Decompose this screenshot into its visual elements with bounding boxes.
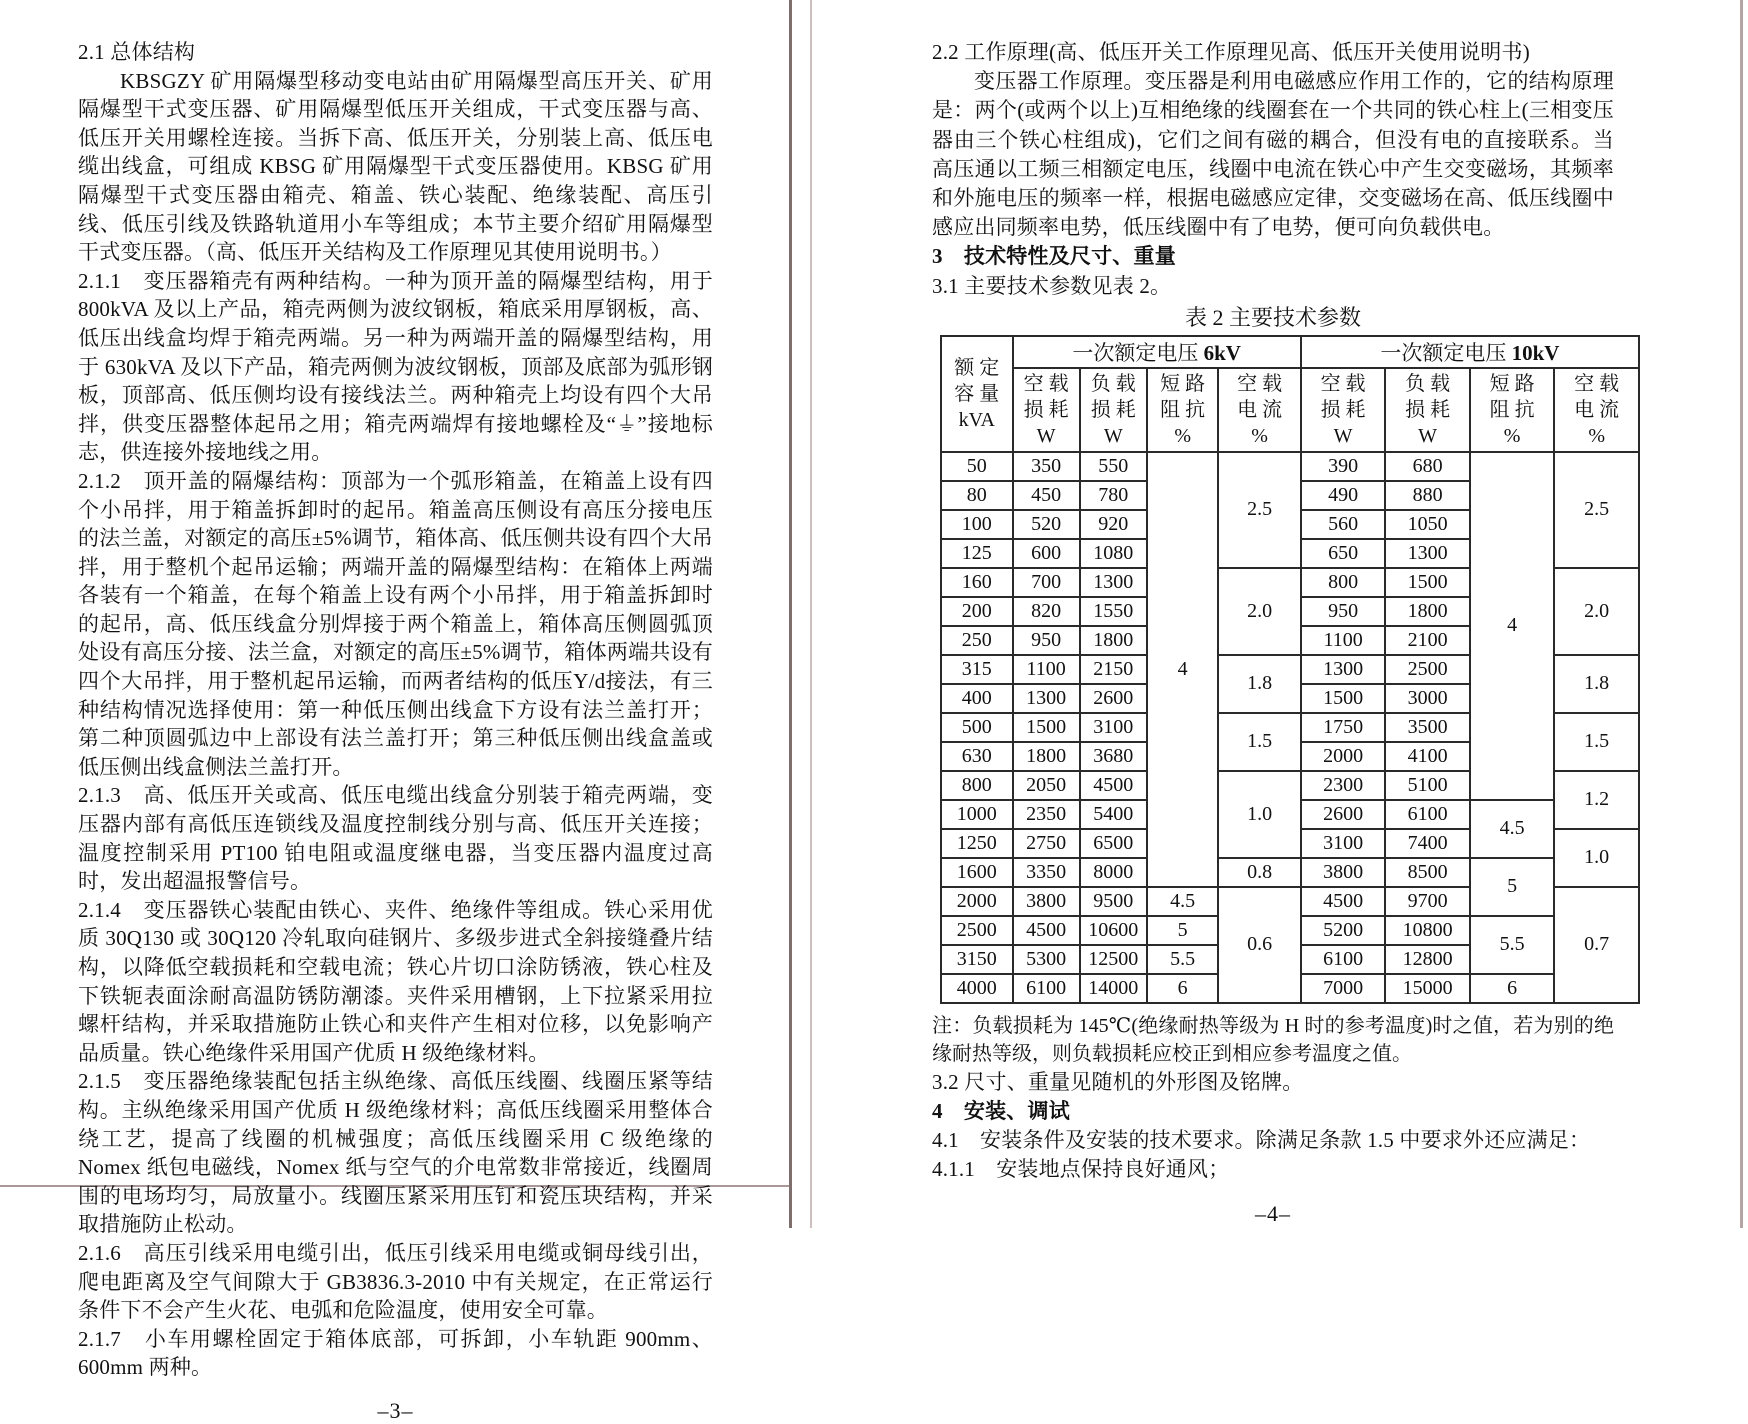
section-4-heading: 4 安装、调试	[932, 1099, 1070, 1124]
cell-impedance-10kv: 5.5	[1470, 916, 1555, 974]
cell-load-loss-6kv: 1300	[1080, 568, 1147, 597]
cell-noload-current-10kv: 2.0	[1554, 568, 1639, 655]
cell-load-loss-10kv: 9700	[1385, 887, 1470, 916]
paragraph: 2.1.3 高、低压开关或高、低压电缆出线盒分别装于箱壳两端，变压器内部有高低压连锁线及温度控制线分别与高、低压开关连接；温度控制采用 PT100 铂电阻或温度继电器，当变压器内温度过高时，发出超温报警信号。	[78, 783, 713, 894]
section-4-1: 4.1 安装条件及安装的技术要求。除满足条款 1.5 中要求外还应满足：	[932, 1128, 1591, 1153]
cell-noload-loss-6kv: 3800	[1013, 887, 1080, 916]
cell-load-loss-6kv: 8000	[1080, 858, 1147, 887]
cell-capacity: 125	[941, 539, 1013, 568]
cell-load-loss-6kv: 780	[1080, 481, 1147, 510]
cell-noload-loss-6kv: 5300	[1013, 945, 1080, 974]
cell-noload-loss-6kv: 3350	[1013, 858, 1080, 887]
cell-noload-loss-6kv: 700	[1013, 568, 1080, 597]
cell-load-loss-6kv: 550	[1080, 452, 1147, 481]
header-sub: 短 路 阻 抗 %	[1470, 368, 1555, 452]
cell-load-loss-6kv: 5400	[1080, 800, 1147, 829]
paragraph: KBSGZY 矿用隔爆型移动变电站由矿用隔爆型高压开关、矿用隔爆型干式变压器、矿用隔爆型低压开关组成，干式变压器与高、低压开关用螺栓连接。当拆下高、低压开关，分别装上高、低压电缆出线盒，可组成 KBSG 矿用隔爆型干式变压器使用。KBSG 矿用隔爆型干式变压器由箱壳、箱盖、铁心装配、绝缘装配、高压引线、低压引线及铁路轨道用小车等组成；本节主要介绍矿用隔爆型干式变压器。（高、低压开关结构及工作原理见其使用说明书。）	[78, 68, 713, 265]
cell-load-loss-6kv: 1800	[1080, 626, 1147, 655]
cell-noload-loss-6kv: 1500	[1013, 713, 1080, 742]
cell-impedance-10kv: 4.5	[1470, 800, 1555, 858]
section-4-1-1: 4.1.1 安装地点保持良好通风；	[932, 1157, 1230, 1182]
header-voltage-group-10kv: 一次额定电压 10kV	[1301, 336, 1639, 368]
cell-load-loss-10kv: 7400	[1385, 829, 1470, 858]
cell-impedance-6kv: 4	[1147, 452, 1219, 887]
table-row	[941, 452, 1639, 481]
cell-load-loss-10kv: 6100	[1385, 800, 1470, 829]
cell-load-loss-10kv: 3000	[1385, 684, 1470, 713]
cell-noload-loss-6kv: 1800	[1013, 742, 1080, 771]
tech-params-table	[940, 335, 1640, 1004]
cell-capacity: 1600	[941, 858, 1013, 887]
cell-noload-current-10kv: 1.0	[1554, 829, 1639, 887]
cell-noload-loss-6kv: 450	[1013, 481, 1080, 510]
cell-capacity: 2000	[941, 887, 1013, 916]
cell-load-loss-10kv: 1050	[1385, 510, 1470, 539]
cell-load-loss-10kv: 1500	[1385, 568, 1470, 597]
cell-noload-loss-6kv: 520	[1013, 510, 1080, 539]
section-3-1: 3.1 主要技术参数见表 2。	[932, 273, 1172, 298]
cell-load-loss-10kv: 680	[1385, 452, 1470, 481]
cell-noload-loss-6kv: 2750	[1013, 829, 1080, 858]
cell-noload-loss-10kv: 6100	[1301, 945, 1386, 974]
cell-load-loss-6kv: 2150	[1080, 655, 1147, 684]
cell-load-loss-6kv: 4500	[1080, 771, 1147, 800]
cell-impedance-6kv: 5.5	[1147, 945, 1219, 974]
cell-noload-current-6kv: 2.5	[1218, 452, 1300, 568]
cell-load-loss-10kv: 1300	[1385, 539, 1470, 568]
cell-load-loss-6kv: 10600	[1080, 916, 1147, 945]
header-sub: 空 载 电 流 %	[1554, 368, 1639, 452]
cell-capacity: 100	[941, 510, 1013, 539]
cell-noload-loss-6kv: 1300	[1013, 684, 1080, 713]
cell-noload-loss-6kv: 4500	[1013, 916, 1080, 945]
cell-noload-loss-10kv: 2600	[1301, 800, 1386, 829]
cell-load-loss-10kv: 4100	[1385, 742, 1470, 771]
cell-capacity: 630	[941, 742, 1013, 771]
cell-capacity: 250	[941, 626, 1013, 655]
page-divider-line-2	[810, 0, 812, 1228]
table-note: 注：负载损耗为 145℃(绝缘耐热等级为 H 时的参考温度)时之值，若为别的绝缘耐热等级，则负载损耗应校正到相应参考温度之值。	[932, 1014, 1614, 1065]
cell-load-loss-6kv: 2600	[1080, 684, 1147, 713]
page-number-left: –3–	[377, 1397, 414, 1423]
paragraph: 2.1 总体结构	[78, 40, 196, 64]
header-rated-capacity: 额 定 容 量 kVA	[941, 336, 1013, 452]
cell-load-loss-6kv: 14000	[1080, 974, 1147, 1003]
section-2-2-body: 变压器工作原理。变压器是利用电磁感应作用工作的，它的结构原理是：两个(或两个以上)互相绝缘的线圈套在一个共同的铁心柱上(三相变压器由三个铁心柱组成)，它们之间有磁的耦合，但没有电的直接联系。当高压通以工频三相额定电压，线圈中电流在铁心中产生交变磁场，其频率和外施电压的频率一样，根据电磁感应定律，交变磁场在高、低压线圈中感应出同频率电势，低压线圈中有了电势，便可向负载供电。	[932, 69, 1614, 240]
cell-load-loss-10kv: 3500	[1385, 713, 1470, 742]
cell-load-loss-6kv: 9500	[1080, 887, 1147, 916]
right-page-edge-line	[1740, 0, 1743, 1228]
cell-capacity: 4000	[941, 974, 1013, 1003]
cell-noload-loss-6kv: 6100	[1013, 974, 1080, 1003]
header-sub: 空 载 损 耗 W	[1301, 368, 1386, 452]
cell-load-loss-10kv: 8500	[1385, 858, 1470, 887]
cell-load-loss-6kv: 3100	[1080, 713, 1147, 742]
cell-capacity: 315	[941, 655, 1013, 684]
header-voltage-group-6kv: 一次额定电压 6kV	[1013, 336, 1301, 368]
cell-noload-current-10kv: 1.8	[1554, 655, 1639, 713]
cell-noload-loss-10kv: 1300	[1301, 655, 1386, 684]
cell-load-loss-10kv: 880	[1385, 481, 1470, 510]
paragraph: 2.1.7 小车用螺栓固定于箱体底部，可拆卸，小车轨距 900mm、600mm 两种。	[78, 1326, 713, 1380]
cell-load-loss-6kv: 6500	[1080, 829, 1147, 858]
cell-noload-loss-6kv: 820	[1013, 597, 1080, 626]
cell-noload-current-6kv: 1.8	[1218, 655, 1300, 713]
cell-load-loss-10kv: 12800	[1385, 945, 1470, 974]
cell-load-loss-10kv: 15000	[1385, 974, 1470, 1003]
paragraph: 2.1.5 变压器绝缘装配包括主纵绝缘、高低压线圈、线圈压紧等结构。主纵绝缘采用国产优质 H 级绝缘材料；高低压线圈采用整体合绕工艺，提高了线圈的机械强度；高低压线圈采用 C 级绝缘的 Nomex 纸包电磁线，Nomex 纸与空气的介电常数非常接近，线圈周围的电场均匀，局放量小。线圈压紧采用压钉和瓷压块结构，并采取措施防止松动。	[78, 1069, 713, 1237]
cell-noload-loss-10kv: 800	[1301, 568, 1386, 597]
cell-capacity: 1000	[941, 800, 1013, 829]
header-sub: 负 载 损 耗 W	[1385, 368, 1470, 452]
header-sub: 空 载 电 流 %	[1218, 368, 1300, 452]
table-row	[941, 858, 1639, 887]
cell-noload-current-6kv: 2.0	[1218, 568, 1300, 655]
cell-noload-current-10kv: 2.5	[1554, 452, 1639, 568]
left-paragraphs	[78, 38, 713, 1382]
cell-noload-loss-6kv: 600	[1013, 539, 1080, 568]
cell-noload-current-6kv: 1.0	[1218, 771, 1300, 858]
cell-noload-current-10kv: 1.2	[1554, 771, 1639, 829]
cell-impedance-10kv: 5	[1470, 858, 1555, 916]
header-sub: 负 载 损 耗 W	[1080, 368, 1147, 452]
cell-noload-current-6kv: 0.6	[1218, 887, 1300, 1003]
cell-capacity: 50	[941, 452, 1013, 481]
cell-impedance-6kv: 6	[1147, 974, 1219, 1003]
section-3-2: 3.2 尺寸、重量见随机的外形图及铭牌。	[932, 1069, 1304, 1094]
cell-noload-loss-10kv: 4500	[1301, 887, 1386, 916]
header-sub: 空 载 损 耗 W	[1013, 368, 1080, 452]
cell-noload-loss-6kv: 350	[1013, 452, 1080, 481]
table-title: 表 2 主要技术参数	[1184, 304, 1361, 330]
page-left	[78, 38, 713, 1424]
section-2-2-heading: 2.2 工作原理(高、低压开关工作原理见高、低压开关使用说明书)	[932, 40, 1530, 64]
cell-impedance-6kv: 4.5	[1147, 887, 1219, 916]
cell-load-loss-10kv: 1800	[1385, 597, 1470, 626]
page-number-right: –4–	[1255, 1200, 1291, 1226]
cell-capacity: 2500	[941, 916, 1013, 945]
cell-capacity: 1250	[941, 829, 1013, 858]
cell-noload-loss-6kv: 2350	[1013, 800, 1080, 829]
cell-noload-current-10kv: 0.7	[1554, 887, 1639, 1003]
header-sub: 短 路 阻 抗 %	[1147, 368, 1219, 452]
cell-load-loss-10kv: 2100	[1385, 626, 1470, 655]
cell-noload-current-10kv: 1.5	[1554, 713, 1639, 771]
cell-noload-loss-10kv: 3100	[1301, 829, 1386, 858]
cell-capacity: 160	[941, 568, 1013, 597]
cell-noload-current-6kv: 0.8	[1218, 858, 1300, 887]
cell-impedance-6kv: 5	[1147, 916, 1219, 945]
cell-noload-loss-6kv: 950	[1013, 626, 1080, 655]
cell-noload-loss-10kv: 7000	[1301, 974, 1386, 1003]
page-divider-line	[789, 0, 792, 1228]
section-3-heading: 3 技术特性及尺寸、重量	[932, 244, 1176, 269]
cell-load-loss-6kv: 3680	[1080, 742, 1147, 771]
cell-capacity: 3150	[941, 945, 1013, 974]
cell-load-loss-10kv: 10800	[1385, 916, 1470, 945]
cell-load-loss-10kv: 5100	[1385, 771, 1470, 800]
paragraph: 2.1.6 高压引线采用电缆引出，低压引线采用电缆或铜母线引出，爬电距离及空气间隙大于 GB3836.3-2010 中有关规定，在正常运行条件下不会产生火花、电弧和危险温度，使用安全可靠。	[78, 1240, 713, 1323]
cell-noload-loss-10kv: 2000	[1301, 742, 1386, 771]
cell-noload-loss-10kv: 950	[1301, 597, 1386, 626]
cell-noload-loss-6kv: 2050	[1013, 771, 1080, 800]
cell-noload-loss-10kv: 390	[1301, 452, 1386, 481]
cell-capacity: 80	[941, 481, 1013, 510]
cell-noload-loss-10kv: 490	[1301, 481, 1386, 510]
cell-noload-loss-10kv: 2300	[1301, 771, 1386, 800]
cell-load-loss-10kv: 2500	[1385, 655, 1470, 684]
cell-load-loss-6kv: 1550	[1080, 597, 1147, 626]
cell-load-loss-6kv: 12500	[1080, 945, 1147, 974]
cell-noload-loss-10kv: 1100	[1301, 626, 1386, 655]
page-right	[932, 38, 1620, 1227]
cell-noload-loss-10kv: 1500	[1301, 684, 1386, 713]
cell-noload-loss-10kv: 5200	[1301, 916, 1386, 945]
paragraph: 2.1.2 顶开盖的隔爆结构：顶部为一个弧形箱盖，在箱盖上设有四个小吊拌，用于箱盖拆卸时的起吊。箱盖高压侧设有高压分接电压的法兰盖，对额定的高压±5%调节，箱体高、低压侧共设有四个大吊拌，用于整机个起吊运输；两端开盖的隔爆型结构：在箱体上两端各装有一个箱盖，在每个箱盖上设有两个小吊拌，用于箱盖拆卸时的起吊，高、低压线盒分别焊接于两个箱盖上，箱体高压侧圆弧顶处设有高压分接、法兰盒，对额定的高压±5%调节，箱体两端共设有四个大吊拌，用于整机起吊运输，而两者结构的低压Y/d接法，有三种结构情况选择使用：第一种低压侧出线盒下方设有法兰盖打开；第二种顶圆弧边中上部设有法兰盖打开；第三种低压侧出线盒盖或低压侧出线盒侧法兰盖打开。	[78, 468, 713, 779]
cell-capacity: 400	[941, 684, 1013, 713]
cell-noload-loss-10kv: 650	[1301, 539, 1386, 568]
cell-impedance-10kv: 6	[1470, 974, 1555, 1003]
cell-noload-loss-10kv: 560	[1301, 510, 1386, 539]
cell-capacity: 200	[941, 597, 1013, 626]
cell-load-loss-6kv: 1080	[1080, 539, 1147, 568]
cell-capacity: 500	[941, 713, 1013, 742]
cell-noload-loss-10kv: 1750	[1301, 713, 1386, 742]
cell-impedance-10kv: 4	[1470, 452, 1555, 800]
cell-noload-loss-10kv: 3800	[1301, 858, 1386, 887]
cell-load-loss-6kv: 920	[1080, 510, 1147, 539]
cell-capacity: 800	[941, 771, 1013, 800]
cell-noload-loss-6kv: 1100	[1013, 655, 1080, 684]
paragraph: 2.1.1 变压器箱壳有两种结构。一种为顶开盖的隔爆型结构，用于 800kVA 及以上产品，箱壳两侧为波纹钢板，箱底采用厚钢板，高、低压出线盒均焊于箱壳两端。另一种为两端开盖的隔爆型结构，用于 630kVA 及以下产品，箱壳两侧为波纹钢板，顶部及底部为弧形钢板，顶部高、低压侧均设有接线法兰。两种箱壳上均设有四个大吊拌，供变压器整体起吊之用；箱壳两端焊有接地螺栓及“⏚”接地标志，供连接外接地线之用。	[78, 268, 713, 465]
cell-noload-current-6kv: 1.5	[1218, 713, 1300, 771]
paragraph: 2.1.4 变压器铁心装配由铁心、夹件、绝缘件等组成。铁心采用优质 30Q130 或 30Q120 冷轧取向硅钢片、多级步进式全斜接缝叠片结构，以降低空载损耗和空载电流；铁心片切口涂防锈液，铁心柱及下铁轭表面涂耐高温防锈防潮漆。夹件采用槽钢，上下拉紧采用拉螺杆结构，并采取措施防止铁心和夹件产生相对位移，以免影响产品质量。铁心绝缘件采用国产优质 H 级绝缘材料。	[78, 897, 713, 1065]
